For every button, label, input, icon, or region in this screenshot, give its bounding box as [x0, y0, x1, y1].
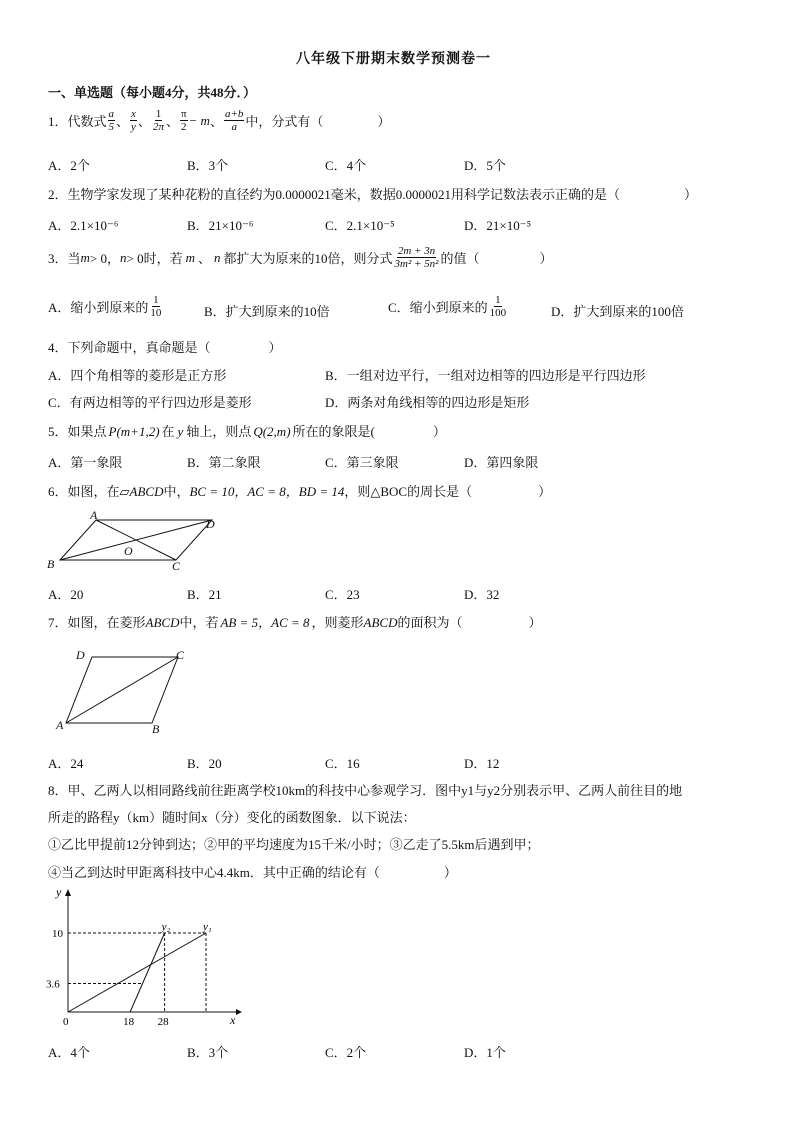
q1-option-d: D．5个	[464, 158, 506, 173]
q2-close: ）	[684, 187, 698, 202]
label-o: O	[124, 544, 133, 558]
q1-frac-3: $\frac{1}{2\pi}$	[152, 108, 164, 133]
question-8-line-3: ①乙比甲提前12分钟到达；②甲的平均速度为15千米/小时；③乙走了5.5km后遇到甲；	[48, 837, 540, 852]
question-1	[48, 108, 390, 133]
q6-option-c: C．23	[325, 587, 360, 602]
q1-prefix: 1．代数式	[48, 114, 107, 129]
question-5: 5．如果点 P(m+1,2) 在 y 轴上，则点 Q(2,m) 所在的象限是( ）	[48, 424, 446, 439]
sep: 、	[209, 114, 223, 129]
q1-frac-1: $\frac{a}{5}$	[108, 108, 115, 133]
label-d: D	[206, 517, 215, 531]
q7-option-c: C．16	[325, 756, 360, 771]
origin-label: 0	[63, 1016, 69, 1028]
y-tick-3-6: 3.6	[46, 978, 60, 991]
q1-option-b: B．3个	[187, 158, 229, 173]
q2-text: 2．生物学家发现了某种花粉的直径约为0.0000021毫米，数据0.0000021用科学记数法表示正确的是（	[48, 187, 621, 202]
q5-option-c: C．第三象限	[325, 455, 399, 470]
q2-option-c: C．2.1×10⁻⁵	[325, 218, 395, 233]
question-2	[48, 184, 697, 203]
q2-option-a: A．2.1×10⁻⁶	[48, 218, 119, 233]
q5-option-a: A．第一象限	[48, 455, 123, 470]
q1-frac-5: $\frac{a+b}{a}$	[224, 108, 244, 133]
question-8-line-4: ④当乙到达时甲距离科技中心4.4km．其中正确的结论有（ ）	[48, 865, 457, 880]
q4-option-d: D．两条对角线相等的四边形是矩形	[325, 395, 530, 410]
question-3: 3．当 m > 0， n > 0时，若 m 、 n 都扩大为原来的10倍，则分式 $\frac{2m + 3n}{\text{3m² + 5n²}}$ 的值（ ）	[48, 245, 553, 270]
q3-text-a: 3．当	[48, 251, 81, 266]
page-title: 八年级下册期末数学预测卷一	[296, 52, 491, 67]
q8-option-a: A．4个	[48, 1045, 90, 1060]
q3-fraction: $\frac{2m + 3n}{\text{3m² + 5n²}}$	[394, 245, 439, 270]
x-axis-arrow	[236, 1009, 242, 1015]
sep: 、	[116, 114, 130, 129]
question-8-line-2: 所走的路程y（km）随时间x（分）变化的函数图象．以下说法：	[48, 810, 416, 825]
q3-option-a: A．缩小到原来的 $\frac{1}{10}$	[48, 294, 162, 319]
y-axis-label: y	[56, 885, 62, 899]
q3-text-c: 的值（	[440, 251, 480, 266]
x-axis-label: x	[230, 1013, 236, 1027]
question-4: 4．下列命题中，真命题是（ ）	[48, 340, 282, 355]
q3-option-d: D．扩大到原来的100倍	[551, 304, 684, 319]
q5-option-d: D．第四象限	[464, 455, 539, 470]
q1-suffix: 中，分式有（	[245, 114, 324, 129]
label-c: C	[172, 559, 181, 572]
series-label-y1: y₁	[203, 921, 212, 933]
label-a: A	[90, 508, 98, 522]
section-heading: 一、单选题（每小题4分，共48分．）	[48, 85, 257, 100]
q3-m2: m	[185, 249, 195, 265]
q1-minus-m: − m	[188, 112, 210, 128]
q4-option-c: C．有两边相等的平行四边形是菱形	[48, 395, 252, 410]
series-y1-line	[68, 933, 206, 1012]
label-d: D	[76, 648, 85, 662]
q3-close: ）	[539, 251, 553, 266]
q7-option-b: B．20	[187, 756, 222, 771]
q3-option-b: B．扩大到原来的10倍	[204, 304, 330, 319]
q3-n: n	[120, 249, 127, 265]
series-label-y2: y₂	[161, 921, 171, 933]
sep: 、	[165, 114, 179, 129]
q2-option-d: D．21×10⁻⁵	[464, 218, 532, 233]
q3-n2: n	[214, 249, 221, 265]
q3-option-c: C．缩小到原来的 $\frac{1}{100}$	[388, 294, 507, 319]
q2-option-b: B．21×10⁻⁶	[187, 218, 254, 233]
q3-gt0a: > 0，	[89, 251, 120, 266]
q6-option-d: D．32	[464, 587, 500, 602]
q7-option-a: A．24	[48, 756, 84, 771]
q1-option-a: A．2个	[48, 158, 90, 173]
distance-time-graph	[44, 884, 254, 1030]
q1-frac-2: $\frac{x}{y}$	[131, 108, 136, 133]
label-c: C	[176, 648, 185, 662]
question-7: 7．如图，在菱形ABCD中，若 AB = 5，AC = 8 ，则菱形ABCD的面积为（ ）	[48, 615, 542, 630]
q1-frac-4: $\frac{\pi}{2}$	[180, 108, 187, 133]
y-axis-arrow	[65, 889, 71, 896]
label-b: B	[47, 557, 55, 571]
question-8-line-1: 8．甲、乙两人以相同路线前往距离学校10km的科技中心参观学习．图中y1与y2分别表示甲、乙两人前往目的地	[48, 783, 683, 798]
q8-option-d: D．1个	[464, 1045, 506, 1060]
q3-gt0b: > 0时，若	[126, 251, 183, 266]
q6-option-a: A．20	[48, 587, 84, 602]
q4-option-a: A．四个角相等的菱形是正方形	[48, 368, 227, 383]
q1-close: ）	[377, 114, 391, 129]
sep: 、	[137, 114, 151, 129]
label-b: B	[152, 722, 160, 736]
q5-option-b: B．第二象限	[187, 455, 261, 470]
q1-option-c: C．4个	[325, 158, 367, 173]
rhombus-figure	[52, 645, 202, 737]
q4-option-b: B．一组对边平行，一组对边相等的四边形是平行四边形	[325, 368, 646, 383]
label-a: A	[56, 718, 64, 732]
q3-m: m	[80, 249, 90, 265]
x-tick-28: 28	[157, 1016, 169, 1028]
q8-option-c: C．2个	[325, 1045, 367, 1060]
y-tick-10: 10	[52, 928, 63, 940]
q7-option-d: D．12	[464, 756, 500, 771]
q6-option-b: B．21	[187, 587, 222, 602]
q8-option-b: B．3个	[187, 1045, 229, 1060]
parallelogram-figure	[44, 508, 234, 572]
question-6: 6．如图，在▱ABCD中，BC = 10，AC = 8，BD = 14，则△BOC的周长是（ ）	[48, 484, 552, 499]
q3-text-b: 都扩大为原来的10倍，则分式	[223, 251, 393, 266]
x-tick-18: 18	[123, 1016, 135, 1028]
series-y2-line	[130, 933, 165, 1012]
